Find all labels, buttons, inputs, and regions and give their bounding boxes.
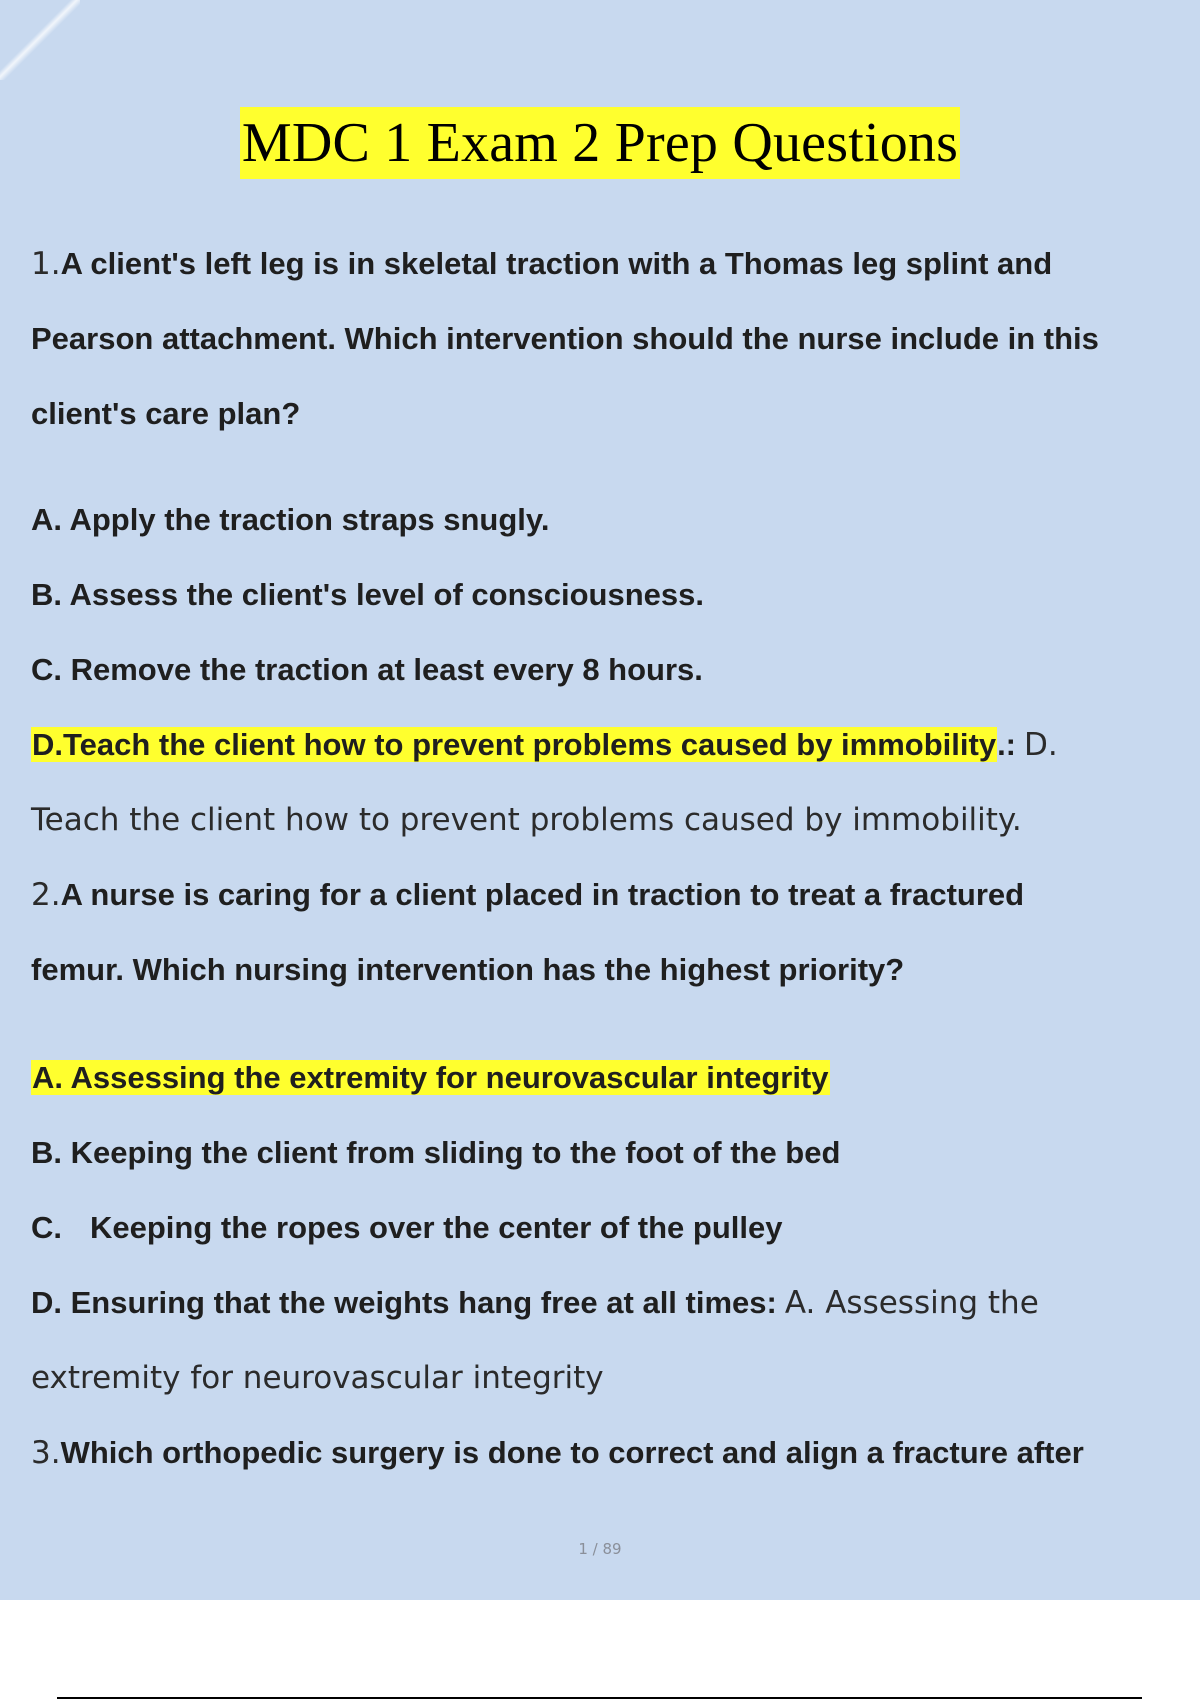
question-2-text-1: A nurse is caring for a client placed in traction to treat a fractured [60, 877, 1025, 912]
question-2-option-d [31, 1283, 1039, 1323]
question-3-line-1 [31, 1433, 1084, 1473]
question-2-option-c [31, 1208, 782, 1248]
question-1-line-2: Pearson attachment. Which intervention should the nurse include in this [31, 321, 1099, 356]
question-1-line-3: client's care plan? [31, 396, 301, 431]
question-1-option-d-separator: .: [997, 727, 1016, 762]
question-2-option-a-highlight: A. Assessing the extremity for neurovascular integrity [32, 1060, 829, 1095]
question-3-text-1: Which orthopedic surgery is done to correct and align a fracture after [60, 1435, 1084, 1470]
question-1-option-c: C. Remove the traction at least every 8 hours. [31, 652, 703, 687]
question-1-option-b: B. Assess the client's level of consciousness. [31, 577, 704, 612]
question-1-option-d-highlight [31, 727, 997, 762]
question-1-text-1: A client's left leg is in skeletal traction with a Thomas leg splint and [60, 246, 1053, 281]
page-corner-fold [0, 0, 80, 80]
question-1-option-d-text: Teach the client how to prevent problems caused by immobility [63, 727, 997, 762]
question-1-option-d [31, 725, 1058, 765]
question-1-option-a: A. Apply the traction straps snugly. [31, 502, 550, 537]
title-container [0, 107, 1200, 179]
question-2-option-c-text: Keeping the ropes over the center of the pulley [90, 1210, 783, 1245]
question-2-answer-start: A. Assessing the [784, 1285, 1039, 1321]
question-2-option-a [31, 1058, 830, 1098]
question-1-option-d-prefix: D. [32, 727, 63, 762]
question-2-answer-continued: extremity for neurovascular integrity [31, 1360, 604, 1396]
page-number-indicator: 1 / 89 [578, 1540, 622, 1558]
question-2-number: 2. [31, 877, 61, 913]
question-3-number: 3. [31, 1435, 61, 1471]
question-2-option-d-text: D. Ensuring that the weights hang free at all times: [31, 1285, 777, 1320]
question-1-answer-start: D. [1024, 727, 1058, 763]
question-1-answer-continued: Teach the client how to prevent problems caused by immobility. [31, 802, 1022, 838]
document-title: MDC 1 Exam 2 Prep Questions [240, 107, 960, 179]
question-2-option-b: B. Keeping the client from sliding to the foot of the bed [31, 1135, 841, 1170]
question-2-line-2: femur. Which nursing intervention has the highest priority? [31, 952, 905, 987]
question-1-line-1 [31, 244, 1052, 284]
question-2-line-1 [31, 875, 1024, 915]
question-2-option-c-prefix: C. [31, 1210, 62, 1245]
question-1-number: 1. [31, 246, 61, 282]
next-page-top-rule [57, 1697, 1142, 1699]
